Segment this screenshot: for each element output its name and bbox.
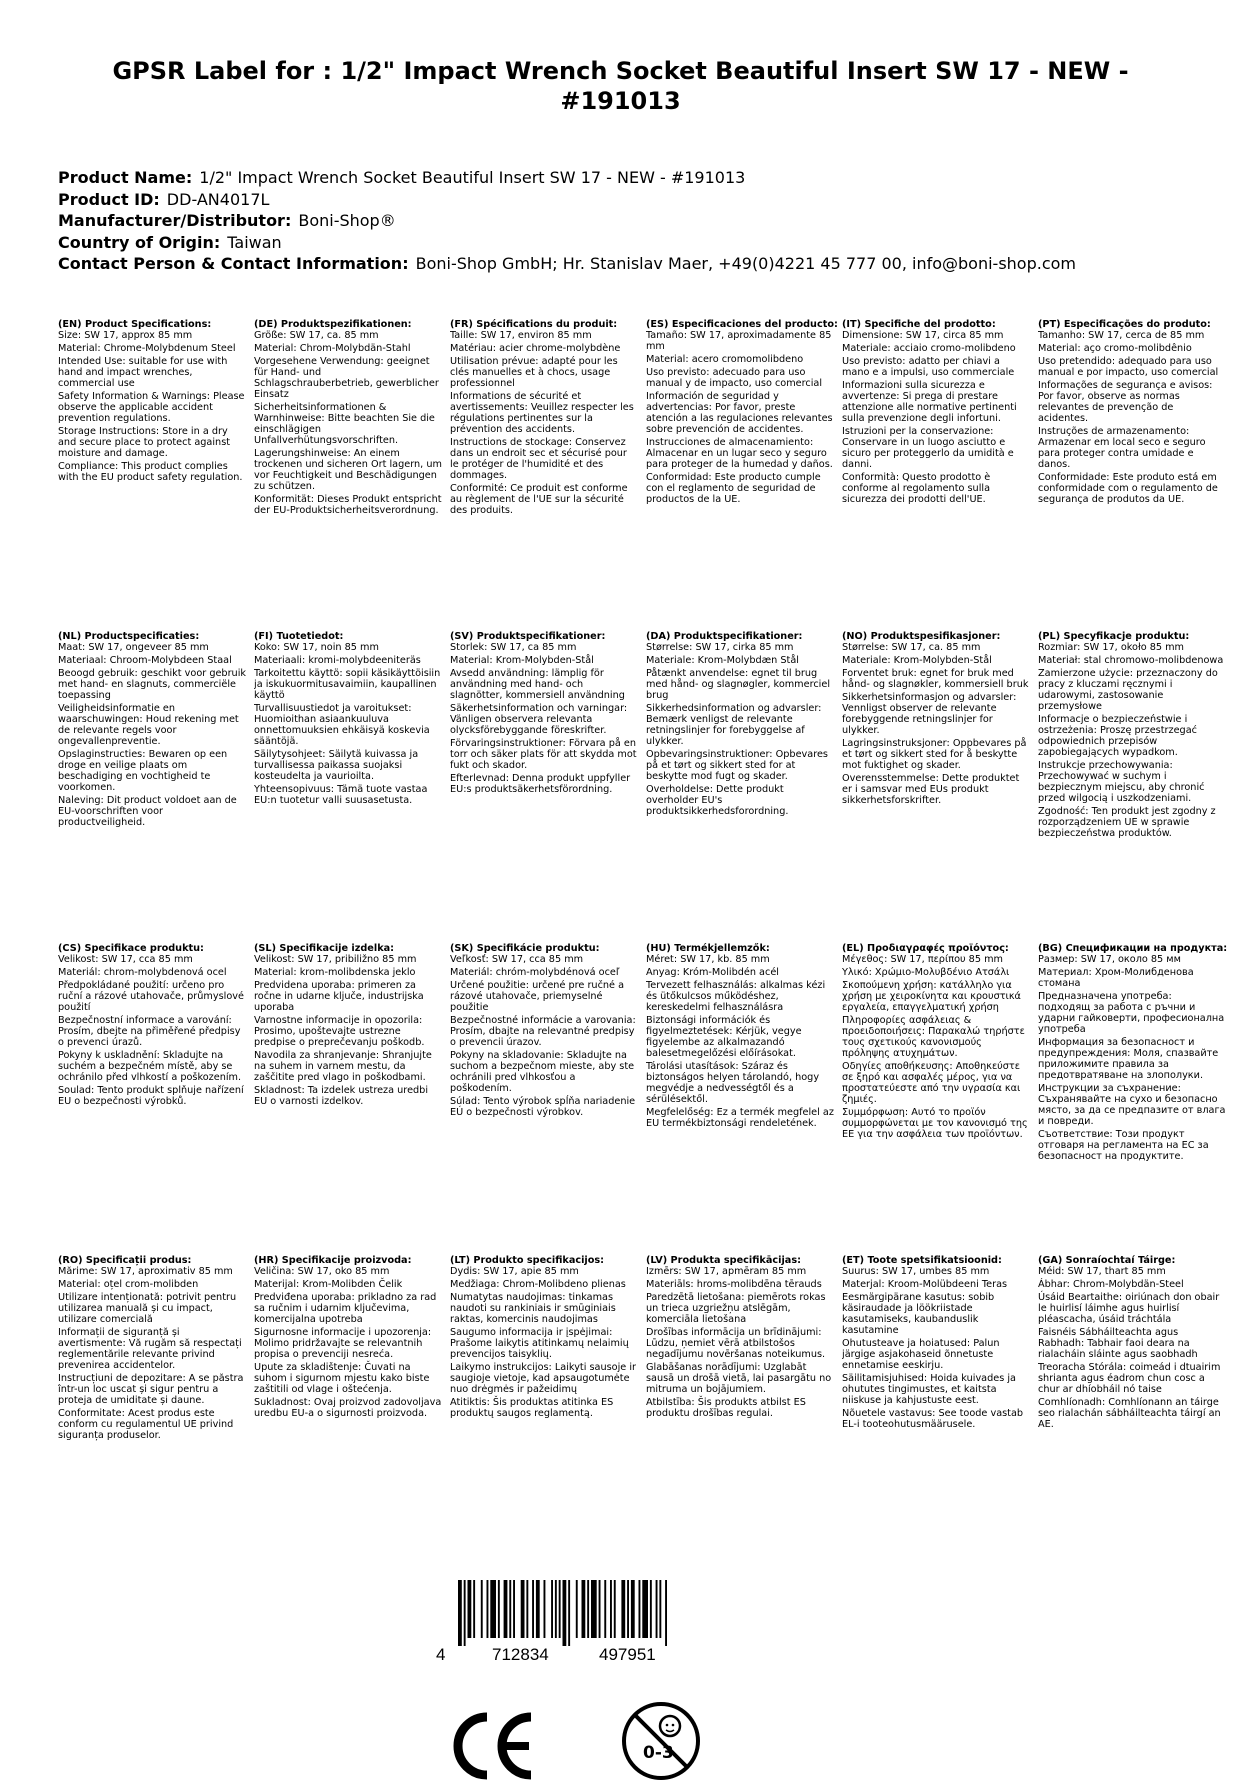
product-info <box>58 167 1188 275</box>
barcode-bar <box>631 1580 635 1638</box>
origin-label: Country of Origin: <box>58 232 221 252</box>
spec-section <box>1038 943 1234 1255</box>
barcode-bar <box>468 1580 472 1638</box>
spec-section-text: Saugumo informacija ir įspėjimai: Prašome laikytis atitinkamų nelaimių prevencijos taisyklių. <box>450 1327 629 1360</box>
spec-section-text: Πληροφορίες ασφάλειας & προειδοποιήσεις: Παρακαλώ τηρήστε τους σχετικούς κανονισμούς πρόληψης ατυχημάτων. <box>842 1015 1025 1059</box>
spec-section-heading: (LT) Produkto specifikacijos: <box>450 1255 605 1266</box>
spec-section-text: Material: Chrome-Molybdenum Steel <box>58 343 236 354</box>
spec-section-text: Materiaali: kromi-molybdeeniteräs <box>254 655 421 666</box>
barcode-bar <box>610 1580 612 1638</box>
spec-section-heading: (ET) Toote spetsifikatsioonid: <box>842 1255 1002 1266</box>
ean-barcode <box>436 1580 736 1690</box>
spec-section-text: Material: aço cromo-molibdênio <box>1038 343 1192 354</box>
language-sections-grid <box>58 319 1228 1555</box>
spec-section-text: Uso previsto: adatto per chiavi a mano e a impulsi, uso commerciale <box>842 356 1015 378</box>
spec-section-text: Størrelse: SW 17, ca. 85 mm <box>842 642 981 653</box>
contact-row <box>58 253 1188 275</box>
barcode-bar <box>599 1580 601 1638</box>
spec-section-text: Συμμόρφωση: Αυτό το προϊόν συμμορφώνεται με τον κανονισμό της ΕΕ για την ασφάλεια των προϊόντων. <box>842 1107 1028 1140</box>
spec-section-text: Säilitamisjuhised: Hoida kuivades ja ohututes tingimustes, et kaitsta niiskuse ja kahjustuste eest. <box>842 1373 1016 1406</box>
spec-section-heading: (FR) Spécifications du produit: <box>450 319 618 330</box>
product-name-label: Product Name: <box>58 168 193 187</box>
contact-value: Boni-Shop GmbH; Hr. Stanislav Maer, +49(0)4221 45 777 00, info@boni-shop.com <box>415 254 1076 274</box>
spec-section-text: Konformität: Dieses Produkt entspricht der EU-Produktsicherheitsverordnung. <box>254 494 442 516</box>
barcode-digits-right: 497951 <box>599 1645 656 1664</box>
barcode-bar <box>481 1580 483 1638</box>
spec-section-text: Conformidade: Este produto está em conformidade com o regulamento de segurança de produtos da UE. <box>1038 472 1218 505</box>
spec-section-text: Veľkosť: SW 17, cca 85 mm <box>450 954 584 965</box>
spec-section-text: Materiale: Krom-Molybden-Stål <box>842 655 992 666</box>
spec-section-text: Koko: SW 17, noin 85 mm <box>254 642 379 653</box>
spec-section-text: Méret: SW 17, kb. 85 mm <box>646 954 770 965</box>
spec-section-text: Påtænkt anvendelse: egnet til brug med hånd- og slagnøgler, kommerciel brug <box>646 668 831 701</box>
spec-section-text: Eesmärgipärane kasutus: sobib käsiraudade ja löökriistade kasutamiseks, kaubanduslik kasutamine <box>842 1292 995 1336</box>
spec-section-text: Utilizare intenționată: potrivit pentru utilizarea manuală și cu impact, utilizare comercială <box>58 1292 237 1325</box>
spec-section <box>646 943 842 1255</box>
ce-mark-icon <box>447 1711 537 1781</box>
spec-section-text: Turvallisuustiedot ja varoitukset: Huomioithan asiaankuuluva onnettomuuksien ehkäisyä koskevia sääntöjä. <box>254 703 430 747</box>
spec-section-text: Materiāls: hroms-molibdēna tērauds <box>646 1279 822 1290</box>
spec-section-heading: (EL) Προδιαγραφές προϊόντος: <box>842 943 1009 954</box>
spec-section-text: Conformité: Ce produit est conforme au règlement de l'UE sur la sécurité des produits. <box>450 483 628 516</box>
spec-section-text: Matériau: acier chrome-molybdène <box>450 343 621 354</box>
spec-section-text: Skladnost: Ta izdelek ustreza uredbi EU o varnosti izdelkov. <box>254 1085 429 1107</box>
spec-section-text: Materjal: Kroom-Molübdeeni Teras <box>842 1279 1008 1290</box>
spec-section-heading: (GA) Sonraíochtaí Táirge: <box>1038 1255 1176 1266</box>
spec-section <box>842 943 1038 1255</box>
spec-section <box>254 943 450 1255</box>
spec-section-text: Rozmiar: SW 17, około 85 mm <box>1038 642 1184 653</box>
product-id-row <box>58 189 1188 211</box>
spec-section <box>646 631 842 943</box>
barcode-bar <box>591 1580 597 1638</box>
spec-section-heading: (NL) Productspecificaties: <box>58 631 200 642</box>
spec-section <box>254 631 450 943</box>
spec-section <box>58 319 254 631</box>
barcode-bar <box>568 1580 570 1646</box>
spec-section-text: Comhlíonadh: Comhlíonann an táirge seo rialachán sábháilteachta táirgí an AE. <box>1038 1397 1221 1430</box>
spec-section-text: Anyag: Króm-Molibdén acél <box>646 967 779 978</box>
spec-section-heading: (NO) Produktspesifikasjoner: <box>842 631 1001 642</box>
spec-section <box>450 631 646 943</box>
spec-section-text: Zamierzone użycie: przeznaczony do pracy z kluczami ręcznymi i udarowymi, zastosowanie przemysłowe <box>1038 668 1218 712</box>
spec-section-text: Treoracha Stórála: coimeád i dtuairim shrianta agus éadrom chun cosc a chur ar dhíobháil nó taise <box>1038 1362 1221 1395</box>
spec-section-text: Size: SW 17, approx 85 mm <box>58 330 193 341</box>
barcode-bar <box>509 1580 511 1638</box>
spec-section-heading: (DA) Produktspecifikationer: <box>646 631 803 642</box>
spec-section-text: Σκοπούμενη χρήση: κατάλληλο για χρήση με χειροκίνητα και κρουστικά εργαλεία, επαγγελματική χρήση <box>842 980 1021 1013</box>
spec-section-heading: (HU) Termékjellemzők: <box>646 943 770 954</box>
barcode-digit-first: 4 <box>436 1645 446 1664</box>
spec-section-text: Numatytas naudojimas: tinkamas naudoti su rankiniais ir smūginiais raktas, komercinis naudojimas <box>450 1292 616 1325</box>
barcode-bar <box>656 1580 658 1638</box>
spec-section <box>1038 1255 1234 1555</box>
spec-section-text: Säkerhetsinformation och varningar: Vänligen observera relevanta olycksförebyggande föreskrifter. <box>450 703 628 736</box>
spec-section-text: Utilisation prévue: adapté pour les clés manuelles et à chocs, usage professionnel <box>450 356 618 389</box>
barcode-bar <box>587 1580 589 1638</box>
spec-section-text: Predviđena uporaba: prikladno za rad sa ručnim i udarnim ključevima, komercijalna upotreba <box>254 1292 437 1325</box>
barcode-bar <box>659 1580 661 1638</box>
spec-section-text: Efterlevnad: Denna produkt uppfyller EU:s produktsäkerhetsförordning. <box>450 773 631 795</box>
spec-section-text: Sigurnosne informacije i upozorenja: Molimo pridržavajte se relevantnih propisa o prevenciji nesreća. <box>254 1327 432 1360</box>
spec-section-text: Instructions de stockage: Conservez dans un endroit sec et sécurisé pour le protéger de l'humidité et des dommages. <box>450 437 627 481</box>
spec-section-text: Varnostne informacije in opozorila: Prosimo, upoštevajte ustrezne predpise o preprečevanju poškodb. <box>254 1015 425 1048</box>
spec-section-text: Forventet bruk: egnet for bruk med hånd- og slagnøkler, kommersiell bruk <box>842 668 1029 690</box>
contact-label: Contact Person & Contact Information: <box>58 254 409 274</box>
spec-section-heading: (EN) Product Specifications: <box>58 319 212 330</box>
spec-section-text: Uso pretendido: adequado para uso manual e por impacto, uso comercial <box>1038 356 1219 378</box>
origin-value: Taiwan <box>227 232 282 252</box>
spec-section-text: Overensstemmelse: Dette produktet er i samsvar med EUs produkt sikkerhetsforskrifter. <box>842 773 1020 806</box>
barcode-bar <box>563 1580 567 1646</box>
spec-section-heading: (RO) Specificații produs: <box>58 1255 192 1266</box>
spec-section-text: Материал: Хром-Молибденова стомана <box>1038 967 1194 989</box>
spec-section-text: Soulad: Tento produkt splňuje nařízení EU o bezpečnosti výrobků. <box>58 1085 244 1107</box>
spec-section-text: Materiał: stal chromowo-molibdenowa <box>1038 655 1224 666</box>
spec-section-text: Navodila za shranjevanje: Shranjujte na suhem in varnem mestu, da zaščitite pred vlago in poškodbami. <box>254 1050 432 1083</box>
spec-section-text: Storlek: SW 17, ca 85 mm <box>450 642 577 653</box>
spec-section-text: Materiaal: Chroom-Molybdeen Staal <box>58 655 232 666</box>
barcode-digits-left: 712834 <box>492 1645 549 1664</box>
spec-section-text: Izmērs: SW 17, apmēram 85 mm <box>646 1266 807 1277</box>
spec-section <box>1038 319 1234 631</box>
barcode-bar <box>504 1580 508 1638</box>
spec-section <box>646 1255 842 1555</box>
page-title: GPSR Label for : 1/2" Impact Wrench Socket Beautiful Insert SW 17 - NEW - #191013 <box>112 57 1129 115</box>
spec-section-text: Tárolási utasítások: Száraz és biztonságos helyen tárolandó, hogy megvédje a nedvességtől és a sérülésektől. <box>646 1061 820 1105</box>
spec-section-text: Pokyny k uskladnění: Skladujte na suchém a bezpečném místě, aby se ochránilo před vlhkostí a poškozením. <box>58 1050 242 1083</box>
spec-section-text: Megfelelőség: Ez a termék megfelel az EU termékbiztonsági rendeletének. <box>646 1107 834 1129</box>
spec-section-text: Biztonsági információk és figyelmeztetések: Kérjük, vegye figyelembe az alkalmazandó balesetmegelőzési előírásokat. <box>646 1015 802 1059</box>
spec-section-text: Informazioni sulla sicurezza e avvertenze: Si prega di prestare attenzione alle normative pertinenti sulla prevenzione degli infortuni. <box>842 380 1017 424</box>
barcode-bar <box>559 1580 561 1638</box>
spec-section-text: Méid: SW 17, thart 85 mm <box>1038 1266 1166 1277</box>
spec-section-text: Material: krom-molibdenska jeklo <box>254 967 416 978</box>
spec-section-text: Material: acero cromomolibdeno <box>646 354 804 365</box>
spec-section-text: Förvaringsinstruktioner: Förvara på en torr och säker plats för att skydda mot fukt och skador. <box>450 738 637 771</box>
barcode-bar <box>642 1580 648 1638</box>
barcode-bar <box>487 1580 489 1638</box>
spec-section-text: Sicherheitsinformationen & Warnhinweise: Bitte beachten Sie die einschlägigen Unfallverhütungsvorschriften. <box>254 402 435 446</box>
spec-section-text: Ábhar: Chrom-Molybdän-Steel <box>1038 1279 1184 1290</box>
spec-section-text: Istruzioni per la conservazione: Conservare in un luogo asciutto e sicuro per proteggerlo da umidità e danni. <box>842 426 1014 470</box>
barcode-bar <box>490 1580 496 1638</box>
spec-section-text: Größe: SW 17, ca. 85 mm <box>254 330 379 341</box>
barcode-bar <box>582 1580 586 1638</box>
spec-section-text: Upute za skladištenje: Čuvati na suhom i sigurnom mjestu kako biste zaštitili od vlage i oštećenja. <box>254 1362 430 1395</box>
spec-section-text: Materiál: chróm-molybdénová oceľ <box>450 967 620 978</box>
spec-section-text: Informations de sécurité et avertissements: Veuillez respecter les régulations pertinentes sur la prévention des accidents. <box>450 391 634 435</box>
spec-section <box>254 319 450 631</box>
spec-section-text: Storage Instructions: Store in a dry and secure place to protect against moisture and damage. <box>58 426 231 459</box>
spec-section-heading: (CS) Specifikace produktu: <box>58 943 204 954</box>
spec-section-text: Sukladnost: Ovaj proizvod zadovoljava uredbu EU-a o sigurnosti proizvoda. <box>254 1397 442 1419</box>
barcode-bar <box>532 1580 534 1638</box>
spec-section-text: Intended Use: suitable for use with hand and impact wrenches, commercial use <box>58 356 228 389</box>
spec-section-text: Lagerungshinweise: An einem trockenen und sicheren Ort lagern, um vor Feuchtigkeit und Beschädigungen zu schützen. <box>254 448 442 492</box>
barcode-bar <box>555 1580 557 1638</box>
spec-section-text: Tamaño: SW 17, aproximadamente 85 mm <box>646 330 832 352</box>
spec-section-text: Overholdelse: Dette produkt overholder EU's produktsikkerhedsforordning. <box>646 784 789 817</box>
spec-section-text: Säilytysohjeet: Säilytä kuivassa ja turvallisessa paikassa suojaksi kosteudelta ja vaurioilta. <box>254 749 419 782</box>
spec-section-text: Инструкции за съхранение: Съхранявайте на сухо и безопасно място, за да се предпазите от влага и повреди. <box>1038 1083 1226 1127</box>
barcode-bar <box>544 1580 546 1638</box>
spec-section-text: Veličina: SW 17, oko 85 mm <box>254 1266 390 1277</box>
spec-section-text: Glabāšanas norādījumi: Uzglabāt sausā un drošā vietā, lai pasargātu no mitruma un bojājumiem. <box>646 1362 832 1395</box>
not-suitable-under-3-icon <box>620 1700 702 1782</box>
spec-section-text: Předpokládané použití: určeno pro ruční a rázové utahovače, průmyslové použití <box>58 980 244 1013</box>
barcode-bar <box>464 1580 466 1646</box>
spec-section-text: Paredzētā lietošana: piemērots rokas un trieca uzgriežņu atslēgām, komerciāla lietošana <box>646 1292 826 1325</box>
product-name-row <box>58 167 1188 189</box>
spec-section-text: Информация за безопасност и предупреждения: Моля, спазвайте приложимите правила за предотвратяване на злополуки. <box>1038 1037 1219 1081</box>
spec-section-text: Sikkerhedsinformation og advarsler: Bemærk venligst de relevante retningslinjer for forebyggelse af ulykker. <box>646 703 822 747</box>
barcode-bar <box>513 1580 515 1638</box>
barcode-bar <box>551 1580 553 1638</box>
spec-section-text: Opbevaringsinstruktioner: Opbevares på et tørt og sikkert sted for at beskytte mod fugt og skader. <box>646 749 828 782</box>
spec-section-text: Lagringsinstruksjoner: Oppbevares på et tørt og sikkert sted for å beskytte mot fuktighet og skader. <box>842 738 1027 771</box>
spec-section-text: Taille: SW 17, environ 85 mm <box>450 330 592 341</box>
barcode-bar <box>498 1580 500 1638</box>
spec-section-text: Atbilstība: Šis produkts atbilst ES produktu drošības regulai. <box>646 1397 806 1419</box>
spec-section-text: Suurus: SW 17, umbes 85 mm <box>842 1266 990 1277</box>
spec-section-heading: (ES) Especificaciones del producto: <box>646 319 838 330</box>
spec-section-text: Úsáid Beartaithe: oiriúnach don obair le huirlisí láimhe agus huirlisí pléascacha, úsáid tráchtála <box>1038 1292 1220 1325</box>
product-id-label: Product ID: <box>58 189 160 209</box>
spec-section-text: Mărime: SW 17, aproximativ 85 mm <box>58 1266 233 1277</box>
spec-section-text: Tamanho: SW 17, cerca de 85 mm <box>1038 330 1205 341</box>
spec-section-text: Conformidad: Este producto cumple con el reglamento de seguridad de productos de la UE. <box>646 472 821 505</box>
spec-section-text: Conformitate: Acest produs este conform cu regulamentul UE privind siguranța produselor. <box>58 1408 234 1441</box>
spec-section-text: Safety Information & Warnings: Please observe the applicable accident prevention regulations. <box>58 391 245 424</box>
spec-section-heading: (DE) Produktspezifikationen: <box>254 319 412 330</box>
spec-section-text: Pokyny na skladovanie: Skladujte na suchom a bezpečnom mieste, aby ste ochránili pred vlhkosťou a poškodením. <box>450 1050 635 1094</box>
spec-section-text: Yhteensopivuus: Tämä tuote vastaa EU:n tuotetur valli suusasetusta. <box>254 784 428 806</box>
barcode-bar <box>614 1580 616 1638</box>
spec-section <box>1038 631 1234 943</box>
spec-section-text: Material: Chrom-Molybdän-Stahl <box>254 343 411 354</box>
spec-section-text: Bezpečnostné informácie a varovania: Prosím, dbajte na relevantné predpisy o prevencii úrazov. <box>450 1015 636 1048</box>
spec-section-heading: (IT) Specifiche del prodotto: <box>842 319 996 330</box>
spec-section-text: Dimensione: SW 17, circa 85 mm <box>842 330 1004 341</box>
spec-section <box>58 1255 254 1555</box>
spec-section-text: Drošības informācija un brīdinājumi: Lūdzu, ņemiet vērā atbilstošos negadījumu novēršanas noteikumus. <box>646 1327 826 1360</box>
spec-section-text: Materijal: Krom-Molibden Čelik <box>254 1279 403 1290</box>
spec-section <box>450 943 646 1255</box>
barcode-bar <box>458 1580 462 1646</box>
spec-section-text: Instruções de armazenamento: Armazenar em local seco e seguro para proteger contra umidade e danos. <box>1038 426 1206 470</box>
spec-section-heading: (FI) Tuotetiedot: <box>254 631 344 642</box>
product-name-value: 1/2" Impact Wrench Socket Beautiful Insert SW 17 - NEW - #191013 <box>199 168 746 187</box>
spec-section-heading: (SK) Špecifikácie produktu: <box>450 943 600 954</box>
spec-section-text: Υλικό: Χρώμιο-Μολυβδένιο Ατσάλι <box>842 967 1010 978</box>
manufacturer-label: Manufacturer/Distributor: <box>58 211 292 231</box>
age-limit-text: 0-3 <box>643 1743 674 1763</box>
spec-section-text: Instrukcje przechowywania: Przechowywać w suchym i bezpiecznym miejscu, aby chronić przed wilgocią i uszkodzeniami. <box>1038 760 1205 804</box>
spec-section-text: Naleving: Dit product voldoet aan de EU-voorschriften voor productveiligheid. <box>58 795 237 828</box>
spec-section-text: Informacje o bezpieczeństwie i ostrzeżenia: Proszę przestrzegać odpowiednich przepisów zapobiegających wypadkom. <box>1038 714 1197 758</box>
spec-section-text: Informații de siguranță și avertismente: Vă rugăm să respectați reglementările relevante privind prevenirea accidentelor. <box>58 1327 242 1371</box>
spec-section-text: Faisnéis Sábháilteachta agus Rabhadh: Tabhair faoi deara na rialacháin sláinte agus saobhadh <box>1038 1327 1198 1360</box>
barcode-bar <box>526 1580 528 1638</box>
spec-section-text: Tarkoitettu käyttö: sopii käsikäyttöisiin ja iskukuormitusavaimiin, kaupallinen käyttö <box>254 668 441 701</box>
spec-section-text: Informações de segurança e avisos: Por favor, observe as normas relevantes de prevenção de acidentes. <box>1038 380 1213 424</box>
product-id-value: DD-AN4017L <box>166 189 270 209</box>
spec-section-text: Určené použitie: určené pre ručné a rázové utahovače, priemyselné použitie <box>450 980 625 1013</box>
spec-section <box>646 319 842 631</box>
spec-section-text: Avsedd användning: lämplig för användning med hand- och slagnötter, kommersiell användning <box>450 668 625 701</box>
spec-section-text: Μέγεθος: SW 17, περίπου 85 mm <box>842 954 1003 965</box>
spec-section <box>842 631 1038 943</box>
spec-section-text: Material: Krom-Molybden-Stål <box>450 655 594 666</box>
spec-section <box>58 943 254 1255</box>
spec-section-heading: (LV) Produkta specifikācijas: <box>646 1255 801 1266</box>
spec-section <box>842 319 1038 631</box>
origin-row <box>58 232 1188 254</box>
spec-section-text: Ohutusteave ja hoiatused: Palun järgige asjakohaseid õnnetuste ennetamise eeskirju. <box>842 1338 1000 1371</box>
spec-section-text: Størrelse: SW 17, cirka 85 mm <box>646 642 794 653</box>
manufacturer-value: Boni-Shop® <box>298 211 396 231</box>
spec-section-heading: (PL) Specyfikacje produktu: <box>1038 631 1190 642</box>
spec-section-text: Dydis: SW 17, apie 85 mm <box>450 1266 579 1277</box>
spec-section-text: Súlad: Tento výrobok spĺňa nariadenie EÚ o bezpečnosti výrobkov. <box>450 1096 636 1118</box>
barcode-bar <box>576 1580 578 1638</box>
spec-section <box>842 1255 1038 1555</box>
barcode-bar <box>604 1580 606 1638</box>
spec-section-text: Tervezett felhasználás: alkalmas kézi és ütőkulcsos működéshez, kereskedelmi felhasználásra <box>646 980 826 1013</box>
spec-section-text: Maat: SW 17, ongeveer 85 mm <box>58 642 209 653</box>
spec-section-text: Materiale: Krom-Molybdæn Stål <box>646 655 799 666</box>
spec-section-text: Conformità: Questo prodotto è conforme al regolamento sulla sicurezza dei prodotti dell'UE. <box>842 472 991 505</box>
spec-section-text: Размер: SW 17, около 85 мм <box>1038 954 1181 965</box>
spec-section-text: Οδηγίες αποθήκευσης: Αποθηκεύστε σε ξηρό και ασφαλές μέρος, για να προστατεύεστε από την υγρασία και ζημιές. <box>842 1061 1021 1105</box>
barcode-bar <box>521 1580 525 1638</box>
spec-section-heading: (BG) Спецификации на продукта: <box>1038 943 1228 954</box>
manufacturer-row <box>58 210 1188 232</box>
spec-section-text: Velikost: SW 17, cca 85 mm <box>58 954 193 965</box>
spec-section-heading: (SL) Specifikacije izdelka: <box>254 943 395 954</box>
barcode-bar <box>639 1580 641 1638</box>
barcode-bar <box>650 1580 652 1638</box>
spec-section-text: Zgodność: Ten produkt jest zgodny z rozporządzeniem UE w sprawie bezpieczeństwa produktów. <box>1038 806 1216 839</box>
spec-section <box>450 1255 646 1555</box>
spec-section-text: Atitiktis: Šis produktas atitinka ES produktų saugos reglamentą. <box>450 1397 614 1419</box>
spec-section-text: Compliance: This product complies with the EU product safety regulation. <box>58 461 243 483</box>
spec-section-text: Predvidena uporaba: primeren za ročne in udarne ključe, industrijska uporaba <box>254 980 424 1013</box>
spec-section-text: Instrucciones de almacenamiento: Almacenar en un lugar seco y seguro para proteger de la humedad y daños. <box>646 437 833 470</box>
spec-section <box>254 1255 450 1555</box>
barcode-bar <box>621 1580 625 1638</box>
spec-section-text: Velikost: SW 17, pribiližno 85 mm <box>254 954 417 965</box>
spec-section-text: Съответствие: Този продукт отговаря на регламента на ЕС за безопасност на продуктите. <box>1038 1129 1209 1162</box>
spec-section-text: Nõuetele vastavus: See toode vastab EL-i tooteohutusmäärusele. <box>842 1408 1024 1430</box>
spec-section-text: Materiale: acciaio cromo-molibdeno <box>842 343 1016 354</box>
spec-section-text: Laikymo instrukcijos: Laikyti sausoje ir saugioje vietoje, kad apsaugotumėte nuo drėgmės ir pažeidimų <box>450 1362 636 1395</box>
spec-section-text: Medžiaga: Chrom-Molibdeno plienas <box>450 1279 626 1290</box>
spec-section <box>450 319 646 631</box>
spec-section-heading: (SV) Produktspecifikationer: <box>450 631 606 642</box>
spec-section-heading: (PT) Especificações do produto: <box>1038 319 1211 330</box>
spec-section-text: Предназначена употреба: подходящ за работа с ръчни и ударни гайковерти, професионална употреба <box>1038 991 1225 1035</box>
spec-section-text: Materiál: chrom-molybdenová ocel <box>58 967 227 978</box>
spec-section-text: Sikkerhetsinformasjon og advarsler: Vennligst observer de relevante forebyggende retningslinjer for ulykker. <box>842 692 1017 736</box>
barcode-bar <box>665 1580 667 1646</box>
barcode-bar <box>627 1580 629 1638</box>
barcode-bar <box>473 1580 475 1638</box>
spec-section-text: Uso previsto: adecuado para uso manual y de impacto, uso comercial <box>646 367 823 389</box>
spec-section-text: Beoogd gebruik: geschikt voor gebruik met hand- en slagnuts, commerciële toepassing <box>58 668 246 701</box>
spec-section-text: Material: oțel crom-molibden <box>58 1279 199 1290</box>
spec-section-text: Información de seguridad y advertencias: Por favor, preste atención a las regulaciones relevantes sobre prevención de accidentes. <box>646 391 833 435</box>
spec-section-text: Bezpečnostní informace a varování: Prosím, dbejte na přiměřené předpisy o prevenci úrazů. <box>58 1015 241 1048</box>
spec-section-text: Vorgesehene Verwendung: geeignet für Hand- und Schlagschrauberbetrieb, gewerblicher Einsatz <box>254 356 439 400</box>
barcode-bar <box>536 1580 540 1638</box>
spec-section-text: Opslaginstructies: Bewaren op een droge en veilige plaats om beschadiging en vochtigheid te voorkomen. <box>58 749 228 793</box>
spec-section-text: Instrucțiuni de depozitare: A se păstra într-un loc uscat și sigur pentru a proteja de umiditate și daune. <box>58 1373 244 1406</box>
spec-section-heading: (HR) Specifikacije proizvoda: <box>254 1255 412 1266</box>
spec-section-text: Veiligheidsinformatie en waarschuwingen: Houd rekening met de relevante regels voor ongevallenpreventie. <box>58 703 239 747</box>
spec-section <box>58 631 254 943</box>
